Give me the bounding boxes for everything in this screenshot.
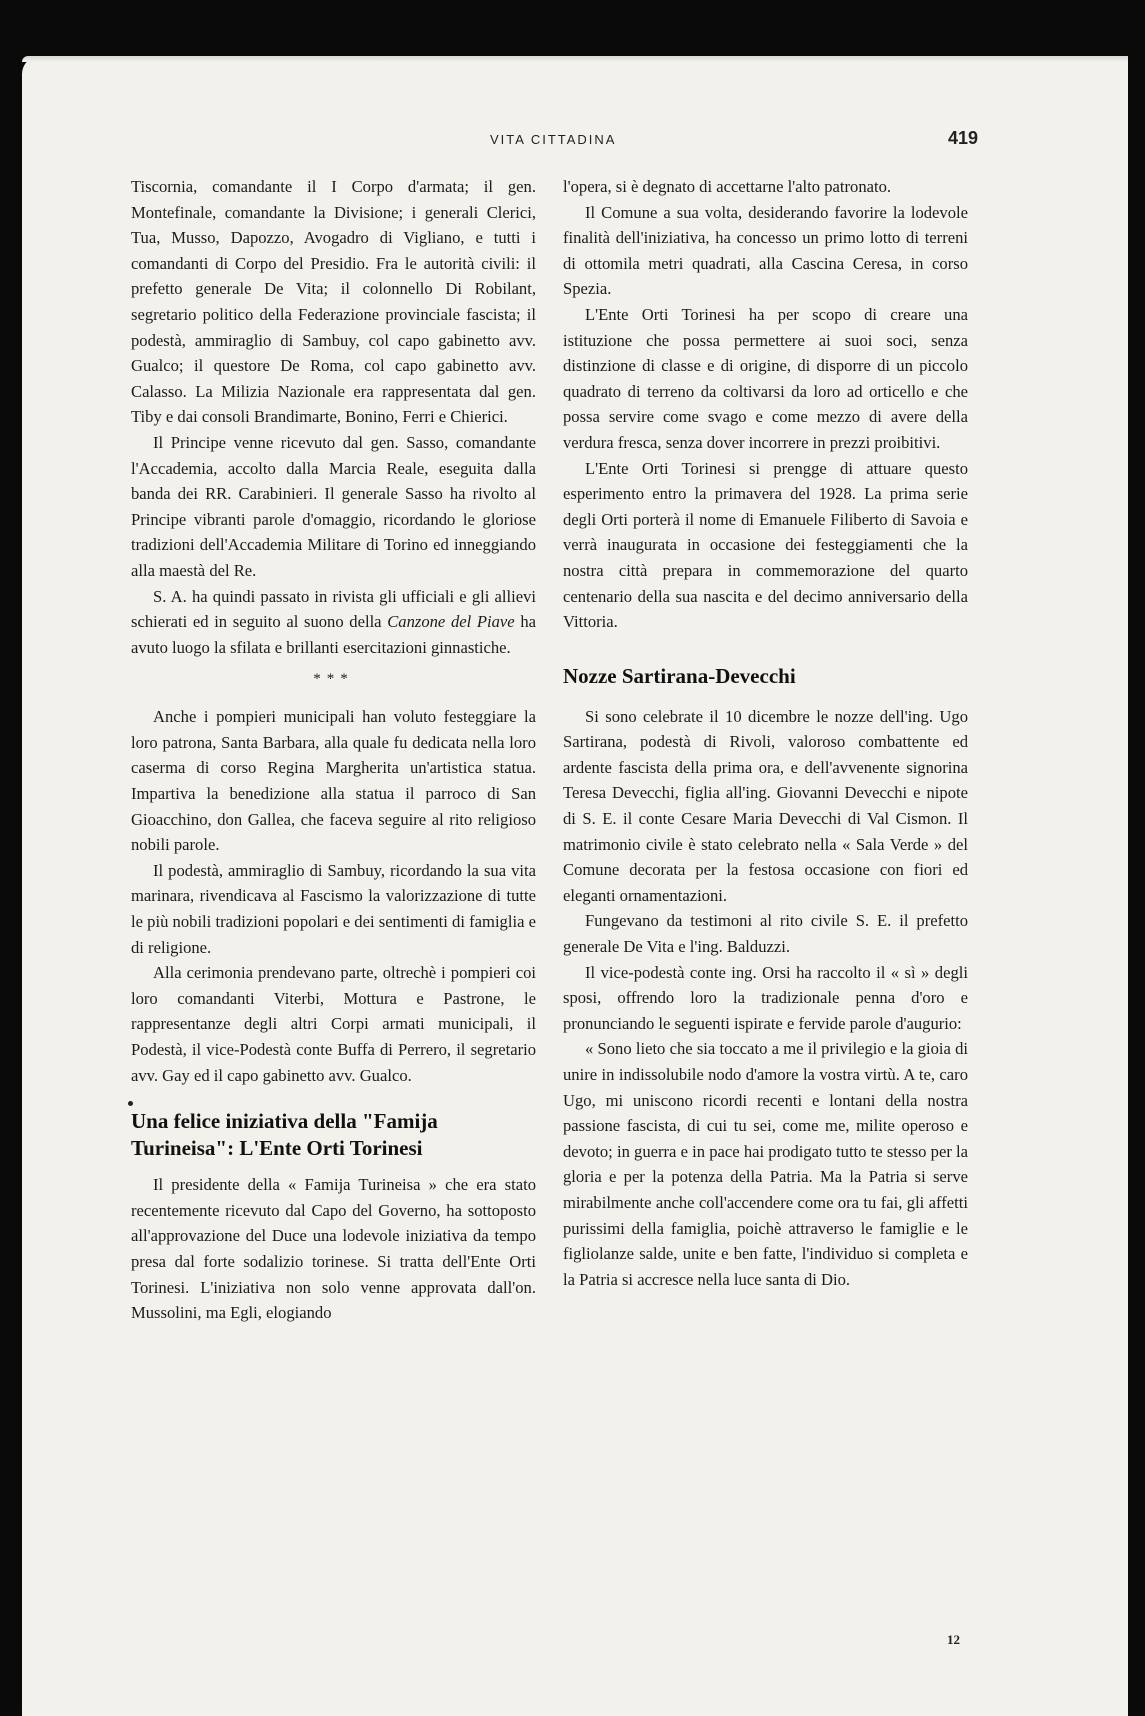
paragraph: Anche i pompieri municipali han voluto festeggiare la loro patrona, Santa Barbara, alla quale fu dedicata nella loro caserma di corso Regina Margherita un'artistica statua. Impartiva la benedizione alla statua il parroco di San Gioacchino, don Gallea, che faceva seguire al rito religioso nobili parole. [131,707,536,855]
text-run: ha avuto luogo la sfilata e brillanti esercitazioni ginnastiche. [131,612,536,657]
signature-number: 12 [947,1632,960,1647]
running-title: VITA CITTADINA [490,132,617,147]
paragraph: Alla cerimonia prendevano parte, oltrechè i pompieri coi loro comandanti Viterbi, Mottura e Pastrone, le rappresentanze degli altri Corpi armati municipali, il Podestà, il vice-Podestà conte Buffa di Perrero, il segretario avv. Gay ed il capo gabinetto avv. Gualco. [131,963,536,1085]
paragraph: L'Ente Orti Torinesi ha per scopo di creare una istituzione che possa permettere ai suoi soci, senza distinzione di classe e di origine, di disporre di un piccolo quadrato di terreno da coltivarsi da loro ad orticello e che possa servire come svago e come mezzo di avere della verdura fresca, senza dover incorrere in prezzi proibitivi. [563,304,968,452]
page-number: 419 [948,128,979,148]
paragraph: Il Principe venne ricevuto dal gen. Sasso, comandante l'Accademia, accolto dalla Marcia Reale, eseguita dalla banda dei RR. Carabinieri. Il generale Sasso ha rivolto al Principe vibranti parole d'omaggio, ricordando le gloriose tradizioni dell'Accademia Militare di Torino ed inneggiando alla maestà del Re. [131,432,536,580]
paragraph: « Sono lieto che sia toccato a me il privilegio e la gioia di unire in indissolubile nodo d'amore la vostra virtù. A te, caro Ugo, mi uniscono ricordi recenti e lontani della nostra passione fascista, di cui tu sei, come me, milite operoso e devoto; in guerra e in pace hai prodigato tutto te stesso per la gloria e per la potenza della Patria. Ma la Patria si serve mirabilmente anche coll'accendere come ora tu fai, gli affetti purissimi della famiglia, poichè attraverso le famiglie e le figliolanze salde, unite e ben fatte, l'individuo si completa e la Patria si accresce nella luce santa di Dio. [563,1039,968,1289]
italic-title: Canzone del Piave [387,612,515,632]
paragraph: Il vice-podestà conte ing. Orsi ha raccolto il « sì » degli sposi, offrendo loro la tradizionale penna d'oro e pronunciando le seguenti ispirate e fervide parole d'augurio: [563,962,968,1033]
paragraph: Si sono celebrate il 10 dicembre le nozze dell'ing. Ugo Sartirana, podestà di Rivoli, valoroso combattente ed ardente fascista della prima ora, e dell'avvenente signorina Teresa Devecchi, figlia all'ing. Giovanni Devecchi e nipote di S. E. il conte Cesare Maria Devecchi di Val Cismon. Il matrimonio civile è stato celebrato nella « Sala Verde » del Comune decorata per la festosa occasione con fiori ed eleganti ornamentazioni. [563,706,968,905]
section-heading-ente-orti: Una felice iniziativa della "Famija Turineisa": L'Ente Orti Torinesi [131,1109,438,1161]
section-heading-nozze: Nozze Sartirana-Devecchi [563,663,796,688]
paragraph: l'opera, si è degnato di accettarne l'alto patronato. [563,177,892,196]
paragraph: Fungevano da testimoni al rito civile S. E. il prefetto generale De Vita e l'ing. Balduzzi. [563,911,968,957]
left-column [131,174,536,1326]
paragraph: Il podestà, ammiraglio di Sambuy, ricordando la sua vita marinara, rivendicava al Fascismo la valorizzazione di tutte le più nobili tradizioni popolari e dei sentimenti di famiglia e di religione. [131,860,536,957]
paragraph: L'Ente Orti Torinesi si prengge di attuare questo esperimento entro la primavera del 1928. La prima serie degli Orti porterà il nome di Emanuele Filiberto di Savoia e verrà inaugurata in occasione dei festeggiamenti che la nostra città prepara in commemorazione del quarto centenario della sua nascita e del decimo anniversario della Vittoria. [563,458,968,632]
text-run: S. A. ha quindi passato in rivista gli ufficiali e gli allievi schierati ed in seguito al suono della [131,586,536,632]
paragraph [131,584,536,661]
paragraph: Tiscornia, comandante il I Corpo d'armata; il gen. Montefinale, comandante la Divisione; i generali Clerici, Tua, Musso, Dapozzo, Avogadro di Vigliano, e tutti i comandanti di Corpo del Presidio. Fra le autorità civili: il prefetto generale De Vita; il colonnello Di Robilant, segretario politico della Federazione provinciale fascista; il podestà, ammiraglio di Sambuy, col capo gabinetto avv. Gualco; il questore De Roma, col capo gabinetto avv. Calasso. La Milizia Nazionale era rappresentata dal gen. Tiby e dai consoli Brandimarte, Bonino, Ferri e Chierici. [131,177,536,427]
paragraph: Il presidente della « Famija Turineisa » che era stato recentemente ricevuto dal Capo del Governo, ha sottoposto all'approvazione del Duce una lodevole iniziativa da tempo presa dal forte sodalizio torinese. Si tratta dell'Ente Orti Torinesi. L'iniziativa non solo venne approvata dall'on. Mussolini, ma Egli, elogiando [131,1175,536,1323]
page-edge-shadow [22,56,1128,62]
right-column [563,174,968,1292]
section-separator: *** [313,671,354,688]
paragraph: Il Comune a sua volta, desiderando favorire la lodevole finalità dell'iniziativa, ha concesso un primo lotto di terreni di ottomila metri quadrati, alla Cascina Ceresa, in corso Spezia. [563,202,968,299]
